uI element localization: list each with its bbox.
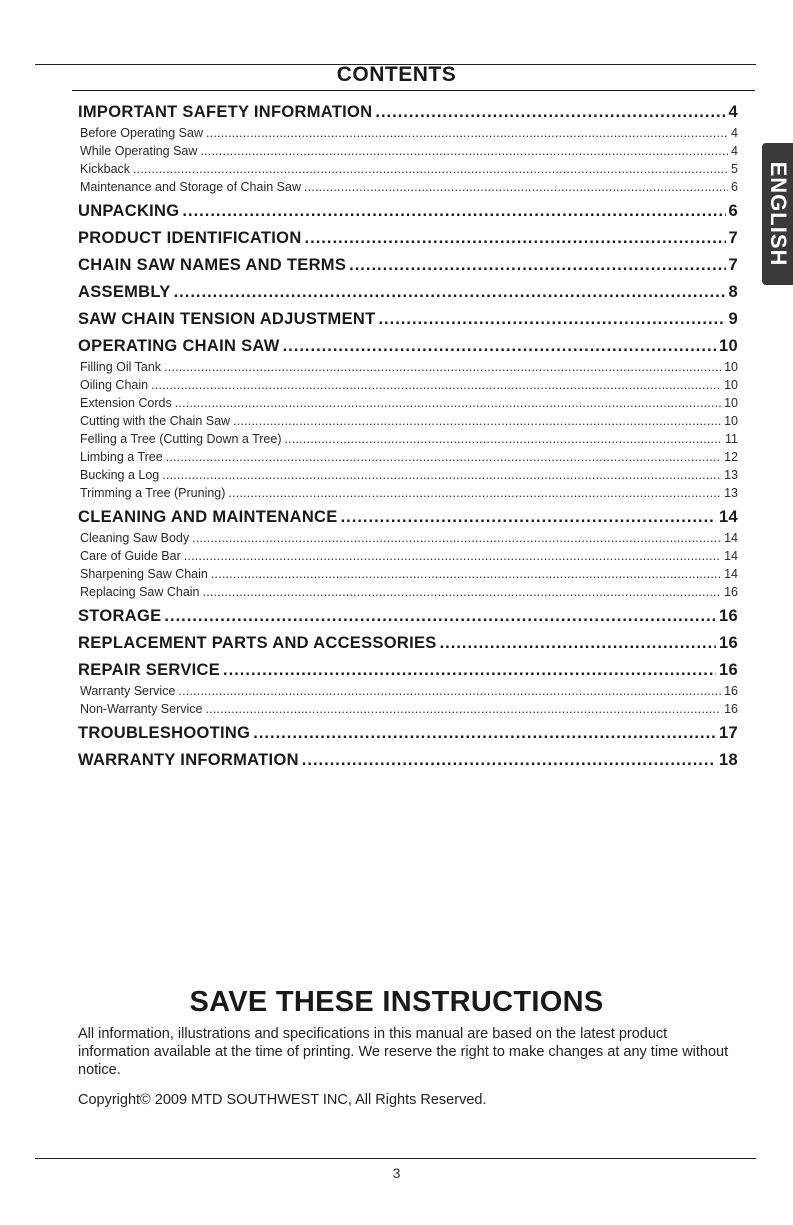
- toc-page-number: 9: [728, 310, 738, 328]
- toc-subsection-title: Warranty Service: [80, 684, 176, 698]
- toc-page-number: 5: [731, 162, 738, 176]
- toc-section-title: ASSEMBLY: [78, 283, 171, 301]
- table-of-contents: [78, 100, 738, 772]
- toc-page-number: 7: [728, 229, 738, 247]
- toc-subsection-title: Extension Cords: [80, 396, 172, 410]
- toc-subsection-title: While Operating Saw: [80, 144, 198, 158]
- toc-section: [78, 226, 738, 250]
- toc-section: [78, 307, 738, 331]
- toc-subsection-title: Kickback: [80, 162, 131, 176]
- toc-section-title: OPERATING CHAIN SAW: [78, 337, 280, 355]
- toc-section-title: PRODUCT IDENTIFICATION: [78, 229, 302, 247]
- toc-subsection: [78, 160, 738, 178]
- toc-section-title: REPLACEMENT PARTS AND ACCESSORIES: [78, 634, 437, 652]
- toc-leader: [178, 682, 721, 700]
- toc-subsection: [78, 430, 738, 448]
- toc-section: [78, 253, 738, 277]
- language-tab-label: ENGLISH: [765, 161, 791, 267]
- toc-section-title: REPAIR SERVICE: [78, 661, 221, 679]
- toc-leader: [305, 226, 726, 250]
- toc-leader: [253, 721, 716, 745]
- toc-subsection: [78, 394, 738, 412]
- toc-leader: [228, 484, 721, 502]
- toc-section-title: SAW CHAIN TENSION ADJUSTMENT: [78, 310, 376, 328]
- toc-page-number: 4: [728, 103, 738, 121]
- language-tab: [762, 143, 793, 285]
- toc-page-number: 10: [719, 337, 738, 355]
- toc-section-title: CHAIN SAW NAMES AND TERMS: [78, 256, 347, 274]
- toc-subsection-title: Replacing Saw Chain: [80, 585, 200, 599]
- toc-section: [78, 199, 738, 223]
- toc-subsection: [78, 700, 738, 718]
- toc-leader: [223, 658, 716, 682]
- toc-page-number: 6: [731, 180, 738, 194]
- toc-page-number: 10: [724, 414, 738, 428]
- toc-subsection-title: Cleaning Saw Body: [80, 531, 190, 545]
- toc-section: [78, 100, 738, 124]
- toc-subsection: [78, 124, 738, 142]
- toc-subsection-title: Trimming a Tree (Pruning): [80, 486, 226, 500]
- toc-subsection-title: Sharpening Saw Chain: [80, 567, 208, 581]
- toc-subsection-title: Cutting with the Chain Saw: [80, 414, 231, 428]
- toc-subsection-title: Oiling Chain: [80, 378, 149, 392]
- toc-subsection-title: Maintenance and Storage of Chain Saw: [80, 180, 301, 194]
- toc-subsection: [78, 448, 738, 466]
- toc-page-number: 16: [724, 585, 738, 599]
- toc-page-number: 8: [728, 283, 738, 301]
- toc-leader: [182, 199, 725, 223]
- toc-page-number: 17: [719, 724, 738, 742]
- toc-subsection-title: Filling Oil Tank: [80, 360, 162, 374]
- toc-leader: [164, 604, 716, 628]
- toc-leader: [375, 100, 725, 124]
- toc-subsection-title: Felling a Tree (Cutting Down a Tree): [80, 432, 282, 446]
- toc-page-number: 7: [728, 256, 738, 274]
- toc-page-number: 18: [719, 751, 738, 769]
- toc-section-title: TROUBLESHOOTING: [78, 724, 251, 742]
- toc-leader: [440, 631, 716, 655]
- toc-leader: [283, 334, 716, 358]
- toc-leader: [162, 466, 721, 484]
- page-number: 3: [392, 1165, 401, 1181]
- toc-page-number: 6: [728, 202, 738, 220]
- toc-section: [78, 658, 738, 682]
- toc-subsection: [78, 565, 738, 583]
- toc-leader: [206, 700, 722, 718]
- toc-subsection: [78, 547, 738, 565]
- toc-page-number: 4: [731, 144, 738, 158]
- toc-section: [78, 505, 738, 529]
- toc-leader: [184, 547, 721, 565]
- toc-leader: [378, 307, 725, 331]
- toc-subsection-title: Care of Guide Bar: [80, 549, 181, 563]
- toc-page-number: 16: [724, 684, 738, 698]
- toc-section: [78, 721, 738, 745]
- toc-leader: [211, 565, 721, 583]
- toc-page-number: 11: [725, 432, 738, 446]
- toc-leader: [174, 280, 726, 304]
- toc-section: [78, 280, 738, 304]
- toc-leader: [166, 448, 721, 466]
- toc-subsection: [78, 529, 738, 547]
- toc-subsection: [78, 583, 738, 601]
- toc-page-number: 13: [724, 486, 738, 500]
- toc-section-title: UNPACKING: [78, 202, 180, 220]
- toc-leader: [164, 358, 721, 376]
- toc-subsection: [78, 682, 738, 700]
- toc-subsection: [78, 484, 738, 502]
- toc-leader: [203, 583, 722, 601]
- toc-subsection: [78, 376, 738, 394]
- toc-section: [78, 748, 738, 772]
- title-rule: [72, 90, 755, 91]
- toc-section-title: CLEANING AND MAINTENANCE: [78, 508, 338, 526]
- toc-page-number: 4: [731, 126, 738, 140]
- toc-section: [78, 631, 738, 655]
- save-instructions-heading: SAVE THESE INSTRUCTIONS: [189, 986, 604, 1018]
- toc-leader: [302, 748, 716, 772]
- toc-page-number: 16: [719, 607, 738, 625]
- toc-leader: [151, 376, 721, 394]
- toc-leader: [133, 160, 728, 178]
- toc-subsection: [78, 178, 738, 196]
- toc-subsection-title: Before Operating Saw: [80, 126, 203, 140]
- toc-subsection: [78, 412, 738, 430]
- bottom-rule: [35, 1158, 756, 1159]
- toc-section-title: WARRANTY INFORMATION: [78, 751, 299, 769]
- toc-leader: [175, 394, 721, 412]
- toc-leader: [200, 142, 728, 160]
- toc-subsection: [78, 358, 738, 376]
- page-title: CONTENTS: [336, 63, 457, 86]
- toc-page-number: 16: [719, 661, 738, 679]
- toc-subsection-title: Non-Warranty Service: [80, 702, 203, 716]
- copyright-line: Copyright© 2009 MTD SOUTHWEST INC, All Rights Reserved.: [78, 1092, 487, 1108]
- toc-page-number: 10: [724, 396, 738, 410]
- toc-subsection-title: Limbing a Tree: [80, 450, 163, 464]
- toc-subsection: [78, 466, 738, 484]
- toc-page-number: 13: [724, 468, 738, 482]
- toc-page-number: 16: [719, 634, 738, 652]
- toc-subsection: [78, 142, 738, 160]
- toc-page-number: 14: [719, 508, 738, 526]
- toc-page-number: 16: [724, 702, 738, 716]
- toc-leader: [192, 529, 721, 547]
- toc-leader: [206, 124, 728, 142]
- toc-page-number: 10: [724, 360, 738, 374]
- toc-leader: [304, 178, 728, 196]
- toc-leader: [233, 412, 721, 430]
- toc-section-title: STORAGE: [78, 607, 162, 625]
- toc-subsection-title: Bucking a Log: [80, 468, 160, 482]
- toc-page-number: 12: [724, 450, 738, 464]
- toc-leader: [284, 430, 722, 448]
- toc-section-title: IMPORTANT SAFETY INFORMATION: [78, 103, 373, 121]
- notice-paragraph: All information, illustrations and specifications in this manual are based on the latest product information available at the time of printing. We reserve the right to make changes at any time without notice.: [78, 1026, 729, 1078]
- toc-section: [78, 604, 738, 628]
- toc-leader: [349, 253, 725, 277]
- toc-page-number: 10: [724, 378, 738, 392]
- toc-section: [78, 334, 738, 358]
- toc-page-number: 14: [724, 531, 738, 545]
- toc-page-number: 14: [724, 549, 738, 563]
- toc-page-number: 14: [724, 567, 738, 581]
- toc-leader: [341, 505, 716, 529]
